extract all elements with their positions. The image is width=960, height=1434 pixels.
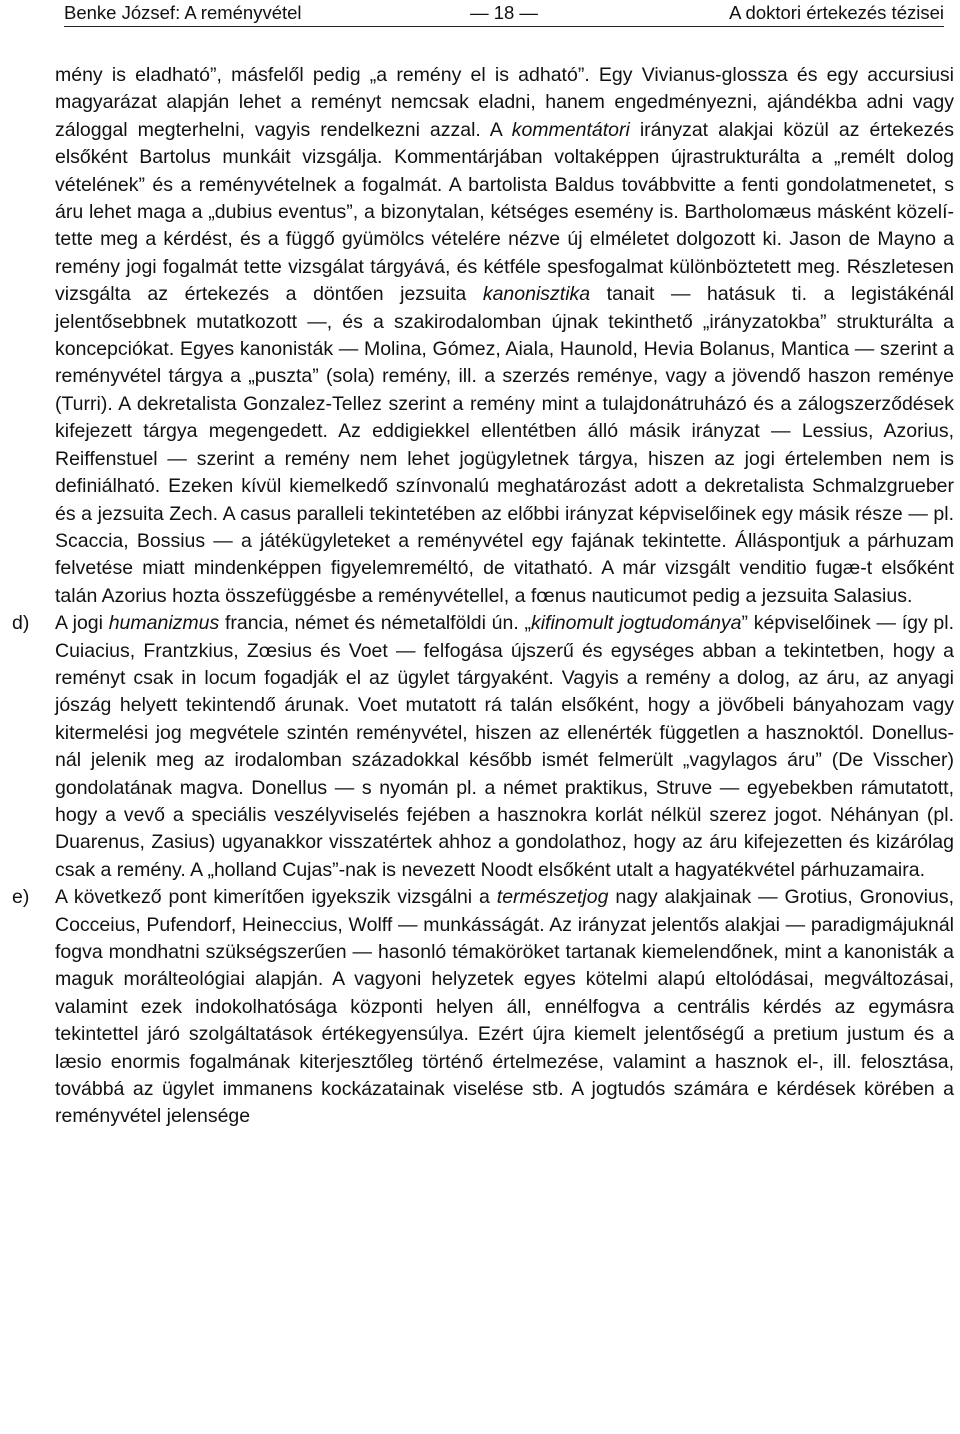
text-run: A következő pont kimerítően igyekszik vizsgálni a [55, 886, 497, 909]
header-page-number: — 18 — [470, 2, 538, 23]
text-run: A jogi [55, 612, 109, 635]
emphasis-term: kifinomult jogtudománya [530, 612, 742, 635]
emphasis-term: humanizmus [108, 612, 220, 635]
list-item-label: e) [12, 886, 30, 909]
emphasis-term: természetjog [496, 886, 609, 909]
text-run: irányzat alakjai közül az értekezés elsőként Bartolus munkáit vizsgálja. Kommentárjában voltaképpen újrastrukturálta a „remélt dolog vételének” és a reményvételnek a fogalmát. A bartolista Baldus továbbvitte a fenti gondolatmenetet, s áru lehet maga a „dubius eventus”, a bizonytalan, kétséges esemény is. Bartholomæus másként közelítette meg a kérdést, és a függő gyümölcs vételére nézve új elméletet dolgozott ki. Jason de Mayno a remény jogi fogalmát tette vizsgálat tárgyává, és kétféle spesfogalmat különböztetett meg. Részletesen vizsgálta az értekezés a döntően jezsuita [55, 118, 955, 306]
header-author-title: Benke József: A reményvétel [64, 2, 302, 23]
list-item-d [0, 610, 960, 884]
list-item-e [0, 884, 960, 1131]
header-document-title: A doktori értekezés tézisei [729, 2, 944, 23]
body-text [0, 62, 960, 1131]
list-item-label: d) [12, 612, 30, 635]
running-header [64, 0, 944, 27]
emphasis-term: kanonisztika [482, 283, 591, 306]
text-run: ” képviselőinek — így pl. Cuiacius, Frantzkius, Zœsius és Voet — felfogása újszerű és egységes abban a tekintetben, hogy a reményt csak in locum fogadják el az ügylet tárgyaként. Vagyis a remény a dolog, az áru, az anyagi jószág helyett tekintendő árunak. Voet mutatott rá talán elsőként, hogy a jövőbeli bányahozam vagy kitermelési jog megvétele szintén reményvétel, hiszen az ellenérték független a hasznoktól. Donellus-nál jelenik meg az irodalomban századokkal később ismét felmerült „vagylagos áru” (De Visscher) gondolatának magva. Donellus — s nyomán pl. a német praktikus, Struve — egyebekben rámutatott, hogy a vevő a speciális veszélyviselés fejében a hasznokra korlát nélkül szerez jogot. Néhányan (pl. Duarenus, Zasius) ugyanakkor visszatértek ahhoz a gondolathoz, hogy az áru kifejezetten és kizárólag csak a remény. A „holland Cujas”-nak is nevezett Noodt elsőként utalt a hagyatékvétel párhuzamaira. [55, 612, 955, 881]
text-run: nagy alakjainak — Grotius, Gronovius, Cocceius, Pufendorf, Heineccius, Wolff — munkásságát. Az irányzat jelentős alakjai — paradigmájuknál fogva mondhatni szükségszerűen — hasonló témaköröket tartanak kiemelendőnek, mint a kanonisták a maguk morálteológiai alapján. A vagyoni helyzetek egyes kötelmi alapú eltolódásai, megváltozásai, valamint ezek indokolhatósága központi helyen áll, ennélfogva a centrális kérdés az egymásra tekintettel járó szolgáltatások értékegyensúlya. Ezért újra kiemelt jelentőségű a pretium justum és a læsio enormis fogalmának kiterjesztőleg történő értelmezése, valamint a hasznok el-, ill. felosztása, továbbá az ügylet immanens kockázatainak viselése stb. A jogtudós számára e kérdések körében a reményvétel jelensége [55, 886, 955, 1128]
text-run: tanait — hatásuk ti. a legistákénál jelentősebbnek mutatkozott —, és a szakirodalomban újnak tekinthető „irányzatokba” strukturálta a koncepciókat. Egyes kanonisták — Molina, Gómez, Aiala, Haunold, Hevia Bolanus, Mantica — szerint a reményvétel tárgya a „puszta” (sola) remény, ill. a szerzés reménye, vagy a jövendő haszon reménye (Turri). A dekretalista Gonzalez-Tellez szerint a remény mint a tulajdonátruházó és a zálogszerződések kifejezett tárgya megengedett. Az eddigiekkel ellentétben álló másik irányzat — Lessius, Azorius, Reiffenstuel — szerint a remény nem lehet jogügyletnek tárgya, hiszen az jogi értelemben nem is definiálható. Ezeken kívül kiemelkedő színvonalú meghatározást adott a dekretalista Schmalzgrueber és a jezsuita Zech. A casus paralleli tekintetében az előbbi irányzat képviselőinek egy másik része — pl. Scaccia, Bossius — a játékügyleteket a reményvétel egy fajának tekintette. Álláspontjuk a párhuzam felvetése miatt mindenképpen figyelemreméltó, de vitatható. A már vizsgált venditio fugæ-t elsőként talán Azorius hozta összefüggésbe a reményvétellel, a fœnus nauticumot pedig a jezsuita Salasius. [55, 283, 954, 607]
paragraph-continuation [0, 62, 960, 610]
emphasis-term: kommentátori [511, 118, 630, 141]
text-run: francia, német és németalföldi ún. „ [219, 612, 531, 635]
text-run: mény is eladható”, másfelől pedig „a remény el is adható”. Egy Vivianus-glossza és egy accursiusi magyarázat alapján lehet a reményt nemcsak eladni, hanem engedményezni, ajándékba adni vagy záloggal megterhelni, vagyis rendelkezni azzal. A [55, 64, 954, 141]
